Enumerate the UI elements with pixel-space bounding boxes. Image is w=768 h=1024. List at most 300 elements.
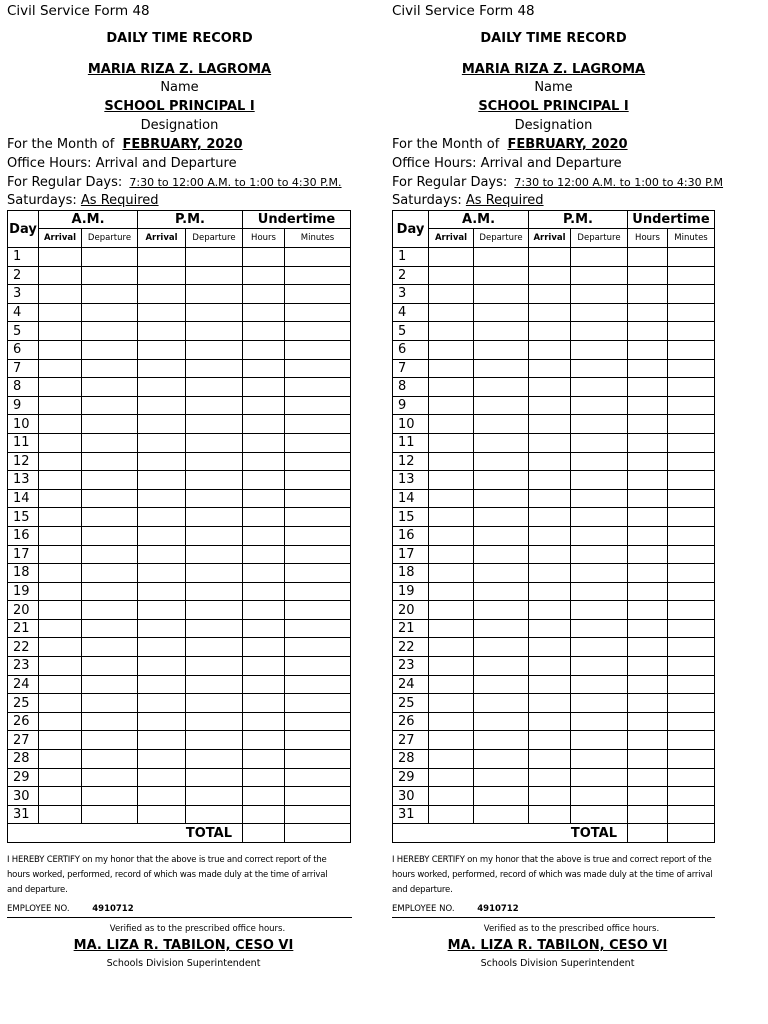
pm-arrival-cell[interactable] bbox=[138, 638, 186, 657]
undertime-hours-cell[interactable] bbox=[628, 787, 668, 806]
am-arrival-cell[interactable] bbox=[429, 694, 474, 713]
pm-arrival-cell[interactable] bbox=[529, 489, 571, 508]
am-departure-cell[interactable] bbox=[474, 768, 529, 787]
pm-arrival-cell[interactable] bbox=[138, 731, 186, 750]
am-departure-cell[interactable] bbox=[474, 526, 529, 545]
am-arrival-cell[interactable] bbox=[429, 582, 474, 601]
undertime-hours-cell[interactable] bbox=[243, 750, 285, 769]
am-departure-cell[interactable] bbox=[474, 452, 529, 471]
pm-departure-cell[interactable] bbox=[186, 248, 243, 267]
undertime-minutes-cell[interactable] bbox=[668, 433, 715, 452]
am-arrival-cell[interactable] bbox=[429, 285, 474, 304]
total-minutes-cell[interactable] bbox=[285, 824, 351, 843]
pm-arrival-cell[interactable] bbox=[138, 657, 186, 676]
pm-arrival-cell[interactable] bbox=[529, 638, 571, 657]
am-departure-cell[interactable] bbox=[82, 638, 138, 657]
undertime-hours-cell[interactable] bbox=[243, 768, 285, 787]
undertime-minutes-cell[interactable] bbox=[668, 601, 715, 620]
pm-departure-cell[interactable] bbox=[571, 396, 628, 415]
undertime-minutes-cell[interactable] bbox=[285, 433, 351, 452]
undertime-hours-cell[interactable] bbox=[628, 564, 668, 583]
pm-departure-cell[interactable] bbox=[186, 805, 243, 824]
undertime-hours-cell[interactable] bbox=[628, 378, 668, 397]
am-arrival-cell[interactable] bbox=[39, 415, 82, 434]
pm-arrival-cell[interactable] bbox=[138, 452, 186, 471]
pm-arrival-cell[interactable] bbox=[529, 619, 571, 638]
am-arrival-cell[interactable] bbox=[39, 638, 82, 657]
am-arrival-cell[interactable] bbox=[39, 248, 82, 267]
pm-departure-cell[interactable] bbox=[186, 731, 243, 750]
total-hours-cell[interactable] bbox=[243, 824, 285, 843]
am-arrival-cell[interactable] bbox=[39, 340, 82, 359]
undertime-hours-cell[interactable] bbox=[628, 452, 668, 471]
pm-departure-cell[interactable] bbox=[571, 712, 628, 731]
am-arrival-cell[interactable] bbox=[39, 452, 82, 471]
am-arrival-cell[interactable] bbox=[39, 694, 82, 713]
undertime-hours-cell[interactable] bbox=[243, 526, 285, 545]
am-departure-cell[interactable] bbox=[82, 731, 138, 750]
undertime-minutes-cell[interactable] bbox=[285, 731, 351, 750]
am-arrival-cell[interactable] bbox=[39, 526, 82, 545]
am-departure-cell[interactable] bbox=[82, 340, 138, 359]
undertime-hours-cell[interactable] bbox=[243, 378, 285, 397]
pm-departure-cell[interactable] bbox=[571, 248, 628, 267]
undertime-minutes-cell[interactable] bbox=[285, 248, 351, 267]
pm-arrival-cell[interactable] bbox=[138, 471, 186, 490]
am-departure-cell[interactable] bbox=[82, 619, 138, 638]
pm-departure-cell[interactable] bbox=[186, 340, 243, 359]
pm-departure-cell[interactable] bbox=[186, 489, 243, 508]
undertime-hours-cell[interactable] bbox=[628, 619, 668, 638]
undertime-hours-cell[interactable] bbox=[628, 675, 668, 694]
am-departure-cell[interactable] bbox=[474, 322, 529, 341]
pm-arrival-cell[interactable] bbox=[529, 433, 571, 452]
pm-arrival-cell[interactable] bbox=[138, 805, 186, 824]
pm-arrival-cell[interactable] bbox=[529, 452, 571, 471]
pm-arrival-cell[interactable] bbox=[529, 805, 571, 824]
pm-arrival-cell[interactable] bbox=[138, 787, 186, 806]
pm-arrival-cell[interactable] bbox=[138, 340, 186, 359]
pm-arrival-cell[interactable] bbox=[529, 731, 571, 750]
undertime-minutes-cell[interactable] bbox=[285, 489, 351, 508]
am-arrival-cell[interactable] bbox=[429, 731, 474, 750]
pm-arrival-cell[interactable] bbox=[529, 675, 571, 694]
undertime-hours-cell[interactable] bbox=[628, 582, 668, 601]
am-arrival-cell[interactable] bbox=[429, 489, 474, 508]
am-arrival-cell[interactable] bbox=[429, 266, 474, 285]
pm-departure-cell[interactable] bbox=[571, 638, 628, 657]
am-departure-cell[interactable] bbox=[82, 582, 138, 601]
pm-departure-cell[interactable] bbox=[186, 582, 243, 601]
undertime-hours-cell[interactable] bbox=[243, 712, 285, 731]
undertime-minutes-cell[interactable] bbox=[668, 787, 715, 806]
am-arrival-cell[interactable] bbox=[39, 471, 82, 490]
undertime-hours-cell[interactable] bbox=[243, 452, 285, 471]
am-departure-cell[interactable] bbox=[82, 489, 138, 508]
pm-departure-cell[interactable] bbox=[186, 433, 243, 452]
undertime-hours-cell[interactable] bbox=[628, 657, 668, 676]
am-arrival-cell[interactable] bbox=[429, 322, 474, 341]
am-departure-cell[interactable] bbox=[82, 564, 138, 583]
undertime-minutes-cell[interactable] bbox=[668, 657, 715, 676]
am-arrival-cell[interactable] bbox=[39, 675, 82, 694]
pm-departure-cell[interactable] bbox=[186, 266, 243, 285]
am-arrival-cell[interactable] bbox=[429, 601, 474, 620]
pm-arrival-cell[interactable] bbox=[138, 526, 186, 545]
undertime-hours-cell[interactable] bbox=[243, 489, 285, 508]
pm-departure-cell[interactable] bbox=[571, 340, 628, 359]
am-departure-cell[interactable] bbox=[82, 322, 138, 341]
am-arrival-cell[interactable] bbox=[39, 285, 82, 304]
undertime-minutes-cell[interactable] bbox=[668, 322, 715, 341]
am-arrival-cell[interactable] bbox=[429, 545, 474, 564]
total-minutes-cell[interactable] bbox=[668, 824, 715, 843]
am-arrival-cell[interactable] bbox=[429, 248, 474, 267]
pm-departure-cell[interactable] bbox=[571, 545, 628, 564]
pm-arrival-cell[interactable] bbox=[138, 694, 186, 713]
am-departure-cell[interactable] bbox=[474, 378, 529, 397]
undertime-minutes-cell[interactable] bbox=[285, 601, 351, 620]
undertime-hours-cell[interactable] bbox=[628, 508, 668, 527]
am-departure-cell[interactable] bbox=[474, 731, 529, 750]
am-arrival-cell[interactable] bbox=[429, 471, 474, 490]
am-arrival-cell[interactable] bbox=[39, 657, 82, 676]
am-arrival-cell[interactable] bbox=[429, 433, 474, 452]
undertime-minutes-cell[interactable] bbox=[285, 564, 351, 583]
pm-arrival-cell[interactable] bbox=[138, 489, 186, 508]
undertime-minutes-cell[interactable] bbox=[668, 712, 715, 731]
undertime-hours-cell[interactable] bbox=[628, 526, 668, 545]
undertime-minutes-cell[interactable] bbox=[285, 378, 351, 397]
pm-arrival-cell[interactable] bbox=[138, 564, 186, 583]
undertime-hours-cell[interactable] bbox=[243, 805, 285, 824]
am-departure-cell[interactable] bbox=[82, 508, 138, 527]
am-departure-cell[interactable] bbox=[82, 378, 138, 397]
undertime-minutes-cell[interactable] bbox=[285, 750, 351, 769]
am-departure-cell[interactable] bbox=[474, 415, 529, 434]
undertime-hours-cell[interactable] bbox=[628, 248, 668, 267]
am-departure-cell[interactable] bbox=[82, 471, 138, 490]
am-departure-cell[interactable] bbox=[474, 564, 529, 583]
pm-arrival-cell[interactable] bbox=[529, 657, 571, 676]
undertime-minutes-cell[interactable] bbox=[285, 508, 351, 527]
am-arrival-cell[interactable] bbox=[39, 582, 82, 601]
pm-departure-cell[interactable] bbox=[571, 787, 628, 806]
am-departure-cell[interactable] bbox=[82, 750, 138, 769]
undertime-minutes-cell[interactable] bbox=[668, 359, 715, 378]
undertime-hours-cell[interactable] bbox=[243, 359, 285, 378]
am-arrival-cell[interactable] bbox=[39, 303, 82, 322]
pm-departure-cell[interactable] bbox=[571, 266, 628, 285]
pm-arrival-cell[interactable] bbox=[138, 582, 186, 601]
am-arrival-cell[interactable] bbox=[39, 787, 82, 806]
pm-departure-cell[interactable] bbox=[571, 750, 628, 769]
pm-arrival-cell[interactable] bbox=[138, 675, 186, 694]
am-arrival-cell[interactable] bbox=[429, 415, 474, 434]
pm-departure-cell[interactable] bbox=[571, 675, 628, 694]
undertime-hours-cell[interactable] bbox=[628, 322, 668, 341]
pm-departure-cell[interactable] bbox=[571, 657, 628, 676]
am-departure-cell[interactable] bbox=[474, 340, 529, 359]
am-arrival-cell[interactable] bbox=[429, 657, 474, 676]
am-arrival-cell[interactable] bbox=[429, 452, 474, 471]
am-departure-cell[interactable] bbox=[82, 266, 138, 285]
am-arrival-cell[interactable] bbox=[39, 322, 82, 341]
pm-departure-cell[interactable] bbox=[571, 564, 628, 583]
pm-departure-cell[interactable] bbox=[186, 396, 243, 415]
undertime-minutes-cell[interactable] bbox=[668, 750, 715, 769]
undertime-hours-cell[interactable] bbox=[243, 508, 285, 527]
undertime-hours-cell[interactable] bbox=[243, 396, 285, 415]
pm-departure-cell[interactable] bbox=[571, 805, 628, 824]
am-arrival-cell[interactable] bbox=[39, 712, 82, 731]
am-arrival-cell[interactable] bbox=[429, 750, 474, 769]
pm-departure-cell[interactable] bbox=[571, 489, 628, 508]
pm-departure-cell[interactable] bbox=[571, 378, 628, 397]
am-arrival-cell[interactable] bbox=[429, 675, 474, 694]
undertime-hours-cell[interactable] bbox=[243, 285, 285, 304]
undertime-hours-cell[interactable] bbox=[243, 545, 285, 564]
undertime-hours-cell[interactable] bbox=[628, 303, 668, 322]
am-departure-cell[interactable] bbox=[82, 433, 138, 452]
undertime-minutes-cell[interactable] bbox=[668, 582, 715, 601]
undertime-minutes-cell[interactable] bbox=[285, 526, 351, 545]
undertime-minutes-cell[interactable] bbox=[668, 489, 715, 508]
undertime-minutes-cell[interactable] bbox=[668, 675, 715, 694]
pm-arrival-cell[interactable] bbox=[529, 340, 571, 359]
am-arrival-cell[interactable] bbox=[429, 359, 474, 378]
pm-departure-cell[interactable] bbox=[186, 526, 243, 545]
undertime-minutes-cell[interactable] bbox=[285, 694, 351, 713]
pm-departure-cell[interactable] bbox=[186, 564, 243, 583]
undertime-minutes-cell[interactable] bbox=[285, 471, 351, 490]
undertime-minutes-cell[interactable] bbox=[285, 415, 351, 434]
undertime-hours-cell[interactable] bbox=[243, 266, 285, 285]
pm-departure-cell[interactable] bbox=[186, 657, 243, 676]
undertime-hours-cell[interactable] bbox=[628, 266, 668, 285]
pm-departure-cell[interactable] bbox=[571, 452, 628, 471]
am-arrival-cell[interactable] bbox=[39, 805, 82, 824]
am-arrival-cell[interactable] bbox=[39, 750, 82, 769]
am-departure-cell[interactable] bbox=[82, 805, 138, 824]
am-departure-cell[interactable] bbox=[474, 545, 529, 564]
undertime-minutes-cell[interactable] bbox=[668, 378, 715, 397]
undertime-hours-cell[interactable] bbox=[628, 750, 668, 769]
am-departure-cell[interactable] bbox=[82, 359, 138, 378]
am-departure-cell[interactable] bbox=[82, 415, 138, 434]
am-arrival-cell[interactable] bbox=[39, 601, 82, 620]
pm-arrival-cell[interactable] bbox=[529, 248, 571, 267]
am-departure-cell[interactable] bbox=[474, 750, 529, 769]
undertime-minutes-cell[interactable] bbox=[285, 359, 351, 378]
pm-departure-cell[interactable] bbox=[186, 675, 243, 694]
pm-departure-cell[interactable] bbox=[186, 285, 243, 304]
pm-departure-cell[interactable] bbox=[571, 471, 628, 490]
am-departure-cell[interactable] bbox=[474, 638, 529, 657]
am-arrival-cell[interactable] bbox=[429, 396, 474, 415]
pm-arrival-cell[interactable] bbox=[138, 712, 186, 731]
undertime-minutes-cell[interactable] bbox=[668, 285, 715, 304]
pm-arrival-cell[interactable] bbox=[529, 285, 571, 304]
am-departure-cell[interactable] bbox=[474, 712, 529, 731]
undertime-minutes-cell[interactable] bbox=[285, 712, 351, 731]
am-arrival-cell[interactable] bbox=[429, 340, 474, 359]
pm-departure-cell[interactable] bbox=[186, 694, 243, 713]
pm-departure-cell[interactable] bbox=[571, 303, 628, 322]
undertime-hours-cell[interactable] bbox=[243, 564, 285, 583]
undertime-hours-cell[interactable] bbox=[628, 489, 668, 508]
am-arrival-cell[interactable] bbox=[39, 359, 82, 378]
undertime-hours-cell[interactable] bbox=[628, 359, 668, 378]
undertime-hours-cell[interactable] bbox=[628, 415, 668, 434]
undertime-minutes-cell[interactable] bbox=[668, 731, 715, 750]
am-departure-cell[interactable] bbox=[82, 248, 138, 267]
am-departure-cell[interactable] bbox=[82, 303, 138, 322]
undertime-minutes-cell[interactable] bbox=[668, 452, 715, 471]
undertime-hours-cell[interactable] bbox=[628, 768, 668, 787]
pm-arrival-cell[interactable] bbox=[138, 303, 186, 322]
undertime-hours-cell[interactable] bbox=[243, 433, 285, 452]
pm-arrival-cell[interactable] bbox=[138, 248, 186, 267]
pm-departure-cell[interactable] bbox=[186, 545, 243, 564]
am-arrival-cell[interactable] bbox=[39, 378, 82, 397]
undertime-minutes-cell[interactable] bbox=[668, 805, 715, 824]
am-arrival-cell[interactable] bbox=[39, 508, 82, 527]
pm-arrival-cell[interactable] bbox=[138, 768, 186, 787]
am-arrival-cell[interactable] bbox=[429, 787, 474, 806]
undertime-minutes-cell[interactable] bbox=[668, 471, 715, 490]
am-departure-cell[interactable] bbox=[82, 694, 138, 713]
am-departure-cell[interactable] bbox=[474, 675, 529, 694]
pm-departure-cell[interactable] bbox=[186, 322, 243, 341]
am-departure-cell[interactable] bbox=[474, 619, 529, 638]
pm-arrival-cell[interactable] bbox=[138, 396, 186, 415]
undertime-hours-cell[interactable] bbox=[243, 657, 285, 676]
pm-arrival-cell[interactable] bbox=[138, 322, 186, 341]
undertime-minutes-cell[interactable] bbox=[285, 340, 351, 359]
am-arrival-cell[interactable] bbox=[39, 433, 82, 452]
pm-arrival-cell[interactable] bbox=[529, 750, 571, 769]
pm-departure-cell[interactable] bbox=[571, 619, 628, 638]
undertime-minutes-cell[interactable] bbox=[668, 396, 715, 415]
undertime-minutes-cell[interactable] bbox=[668, 266, 715, 285]
pm-departure-cell[interactable] bbox=[186, 359, 243, 378]
undertime-minutes-cell[interactable] bbox=[285, 582, 351, 601]
am-departure-cell[interactable] bbox=[474, 787, 529, 806]
pm-departure-cell[interactable] bbox=[571, 526, 628, 545]
pm-departure-cell[interactable] bbox=[186, 303, 243, 322]
am-departure-cell[interactable] bbox=[474, 248, 529, 267]
am-departure-cell[interactable] bbox=[474, 657, 529, 676]
pm-departure-cell[interactable] bbox=[571, 322, 628, 341]
undertime-hours-cell[interactable] bbox=[243, 731, 285, 750]
pm-arrival-cell[interactable] bbox=[138, 508, 186, 527]
undertime-minutes-cell[interactable] bbox=[285, 768, 351, 787]
undertime-hours-cell[interactable] bbox=[628, 638, 668, 657]
total-hours-cell[interactable] bbox=[628, 824, 668, 843]
pm-arrival-cell[interactable] bbox=[138, 545, 186, 564]
am-departure-cell[interactable] bbox=[474, 489, 529, 508]
pm-arrival-cell[interactable] bbox=[529, 266, 571, 285]
pm-departure-cell[interactable] bbox=[186, 378, 243, 397]
am-arrival-cell[interactable] bbox=[429, 303, 474, 322]
pm-departure-cell[interactable] bbox=[571, 433, 628, 452]
am-arrival-cell[interactable] bbox=[429, 638, 474, 657]
pm-arrival-cell[interactable] bbox=[529, 787, 571, 806]
pm-arrival-cell[interactable] bbox=[529, 471, 571, 490]
pm-arrival-cell[interactable] bbox=[138, 601, 186, 620]
am-departure-cell[interactable] bbox=[82, 526, 138, 545]
undertime-hours-cell[interactable] bbox=[243, 340, 285, 359]
pm-arrival-cell[interactable] bbox=[138, 285, 186, 304]
pm-departure-cell[interactable] bbox=[571, 359, 628, 378]
undertime-hours-cell[interactable] bbox=[628, 694, 668, 713]
undertime-minutes-cell[interactable] bbox=[668, 303, 715, 322]
am-departure-cell[interactable] bbox=[474, 694, 529, 713]
undertime-minutes-cell[interactable] bbox=[285, 619, 351, 638]
pm-departure-cell[interactable] bbox=[186, 508, 243, 527]
undertime-minutes-cell[interactable] bbox=[285, 657, 351, 676]
pm-arrival-cell[interactable] bbox=[529, 768, 571, 787]
pm-arrival-cell[interactable] bbox=[138, 415, 186, 434]
pm-departure-cell[interactable] bbox=[186, 471, 243, 490]
am-departure-cell[interactable] bbox=[82, 675, 138, 694]
am-departure-cell[interactable] bbox=[82, 601, 138, 620]
am-departure-cell[interactable] bbox=[474, 359, 529, 378]
am-arrival-cell[interactable] bbox=[429, 768, 474, 787]
am-arrival-cell[interactable] bbox=[429, 378, 474, 397]
undertime-hours-cell[interactable] bbox=[243, 471, 285, 490]
undertime-minutes-cell[interactable] bbox=[285, 303, 351, 322]
am-departure-cell[interactable] bbox=[474, 471, 529, 490]
undertime-minutes-cell[interactable] bbox=[285, 396, 351, 415]
pm-arrival-cell[interactable] bbox=[529, 303, 571, 322]
undertime-minutes-cell[interactable] bbox=[285, 285, 351, 304]
pm-arrival-cell[interactable] bbox=[138, 378, 186, 397]
pm-departure-cell[interactable] bbox=[186, 601, 243, 620]
pm-arrival-cell[interactable] bbox=[529, 322, 571, 341]
undertime-hours-cell[interactable] bbox=[628, 340, 668, 359]
am-arrival-cell[interactable] bbox=[39, 396, 82, 415]
am-departure-cell[interactable] bbox=[474, 396, 529, 415]
am-departure-cell[interactable] bbox=[474, 601, 529, 620]
am-departure-cell[interactable] bbox=[474, 582, 529, 601]
pm-departure-cell[interactable] bbox=[186, 415, 243, 434]
undertime-hours-cell[interactable] bbox=[243, 248, 285, 267]
am-departure-cell[interactable] bbox=[82, 787, 138, 806]
am-departure-cell[interactable] bbox=[82, 452, 138, 471]
pm-arrival-cell[interactable] bbox=[529, 564, 571, 583]
am-departure-cell[interactable] bbox=[82, 285, 138, 304]
am-arrival-cell[interactable] bbox=[39, 731, 82, 750]
am-arrival-cell[interactable] bbox=[39, 564, 82, 583]
undertime-hours-cell[interactable] bbox=[628, 471, 668, 490]
am-arrival-cell[interactable] bbox=[39, 619, 82, 638]
pm-departure-cell[interactable] bbox=[186, 750, 243, 769]
am-arrival-cell[interactable] bbox=[39, 266, 82, 285]
undertime-minutes-cell[interactable] bbox=[668, 619, 715, 638]
undertime-hours-cell[interactable] bbox=[628, 731, 668, 750]
undertime-hours-cell[interactable] bbox=[243, 787, 285, 806]
undertime-hours-cell[interactable] bbox=[243, 582, 285, 601]
undertime-minutes-cell[interactable] bbox=[285, 805, 351, 824]
pm-arrival-cell[interactable] bbox=[138, 619, 186, 638]
undertime-hours-cell[interactable] bbox=[243, 415, 285, 434]
undertime-minutes-cell[interactable] bbox=[668, 694, 715, 713]
am-arrival-cell[interactable] bbox=[429, 619, 474, 638]
undertime-minutes-cell[interactable] bbox=[285, 787, 351, 806]
undertime-minutes-cell[interactable] bbox=[285, 638, 351, 657]
